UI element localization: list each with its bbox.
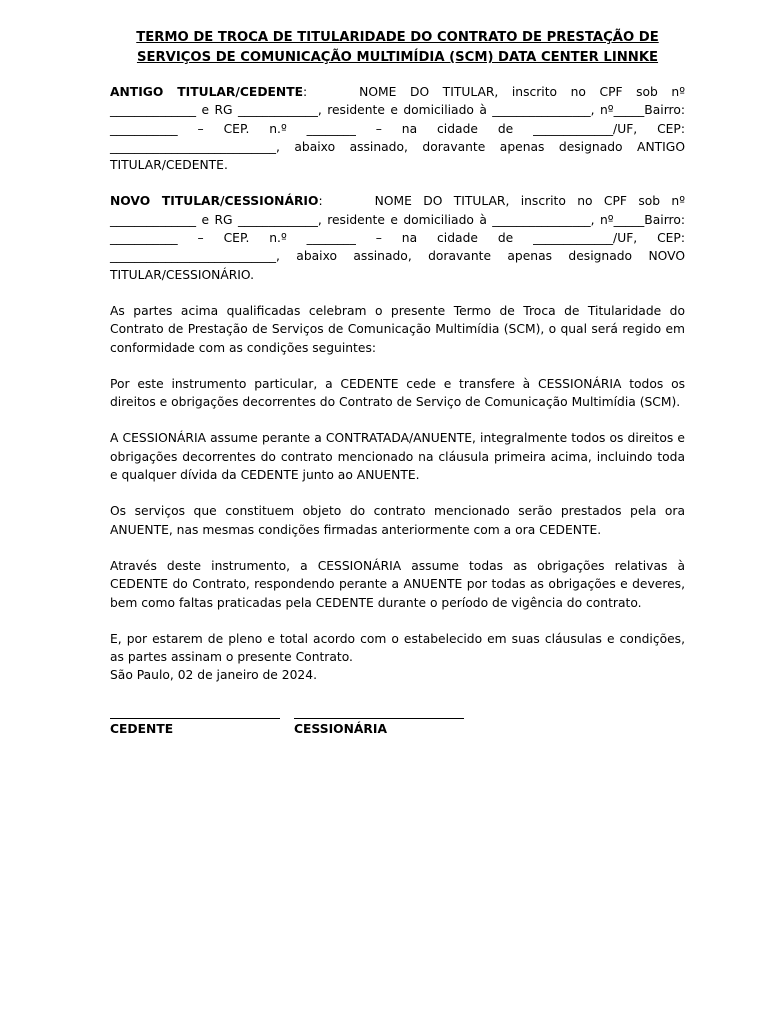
antigo-titular-label: ANTIGO TITULAR/CEDENTE xyxy=(110,85,304,99)
title-line-1: TERMO DE TROCA DE TITULARIDADE DO CONTRATO DE PRESTAÇÃO DE xyxy=(136,30,659,45)
date-line: São Paulo, 02 de janeiro de 2024. xyxy=(110,668,317,683)
novo-titular-text: NOME DO TITULAR, inscrito no CPF sob nº ______________ e RG _____________, residente e domiciliado à ________________, nº_____Bairro: ___________ – CEP. n.º ________ – na cidade de _____________/UF, CEP: ___________________________, abaixo assinado, doravante apenas designado NOVO TITULAR/CESSIONÁRIO. xyxy=(110,194,685,282)
clause-paragraph: A CESSIONÁRIA assume perante a CONTRATADA/ANUENTE, integralmente todos os direitos e obrigações decorrentes do contrato mencionado na cláusula primeira acima, incluindo toda e qualquer dívida da CEDENTE junto ao ANUENTE. xyxy=(110,431,685,483)
novo-titular-label: NOVO TITULAR/CESSIONÁRIO xyxy=(110,194,319,209)
signature-cessionaria xyxy=(294,703,464,738)
document-page xyxy=(110,28,685,738)
document-title xyxy=(110,28,685,68)
clause-paragraph: Os serviços que constituem objeto do contrato mencionado serão prestados pela ora ANUENTE, nas mesmas condições firmadas anteriormente com a ora CEDENTE. xyxy=(110,504,685,537)
clause-paragraph: Através deste instrumento, a CESSIONÁRIA assume todas as obrigações relativas à CEDENTE do Contrato, respondendo perante a ANUENTE por todas as obrigações e deveres, bem como faltas praticadas pela CEDENTE durante o período de vigência do contrato. xyxy=(110,558,685,610)
signature-line xyxy=(294,703,464,719)
clause-paragraph: As partes acima qualificadas celebram o presente Termo de Troca de Titularidade do Contrato de Prestação de Serviços de Comunicação Multimídia (SCM), o qual será regido em conformidade com as condições seguintes: xyxy=(110,303,685,355)
signature-label-cedente: CEDENTE xyxy=(110,721,174,736)
closing-paragraph: E, por estarem de pleno e total acordo com o estabelecido em suas cláusulas e condições, as partes assinam o presente Contrato. xyxy=(110,631,685,665)
signature-line xyxy=(110,703,280,719)
novo-titular-colon: : xyxy=(318,194,323,209)
antigo-titular-text: NOME DO TITULAR, inscrito no CPF sob nº ______________ e RG _____________, residente e domiciliado à ________________, nº_____Bairro: ___________ – CEP. n.º ________ – na cidade de _____________/UF, CEP: ___________________________, abaixo assinado, doravante apenas designado ANTIGO TITULAR/CEDENTE. xyxy=(110,85,685,173)
signature-block xyxy=(110,703,685,738)
antigo-titular-paragraph xyxy=(110,83,685,174)
clause-paragraph: Por este instrumento particular, a CEDENTE cede e transfere à CESSIONÁRIA todos os direitos e obrigações decorrentes do Contrato de Serviço de Comunicação Multimídia (SCM). xyxy=(110,376,685,410)
signature-cedente xyxy=(110,703,280,738)
signature-label-cessionaria: CESSIONÁRIA xyxy=(294,721,387,736)
title-line-2: SERVIÇOS DE COMUNICAÇÃO MULTIMÍDIA (SCM) DATA CENTER LINNKE xyxy=(136,50,659,65)
antigo-titular-colon: : xyxy=(303,85,308,99)
novo-titular-paragraph xyxy=(110,192,685,283)
